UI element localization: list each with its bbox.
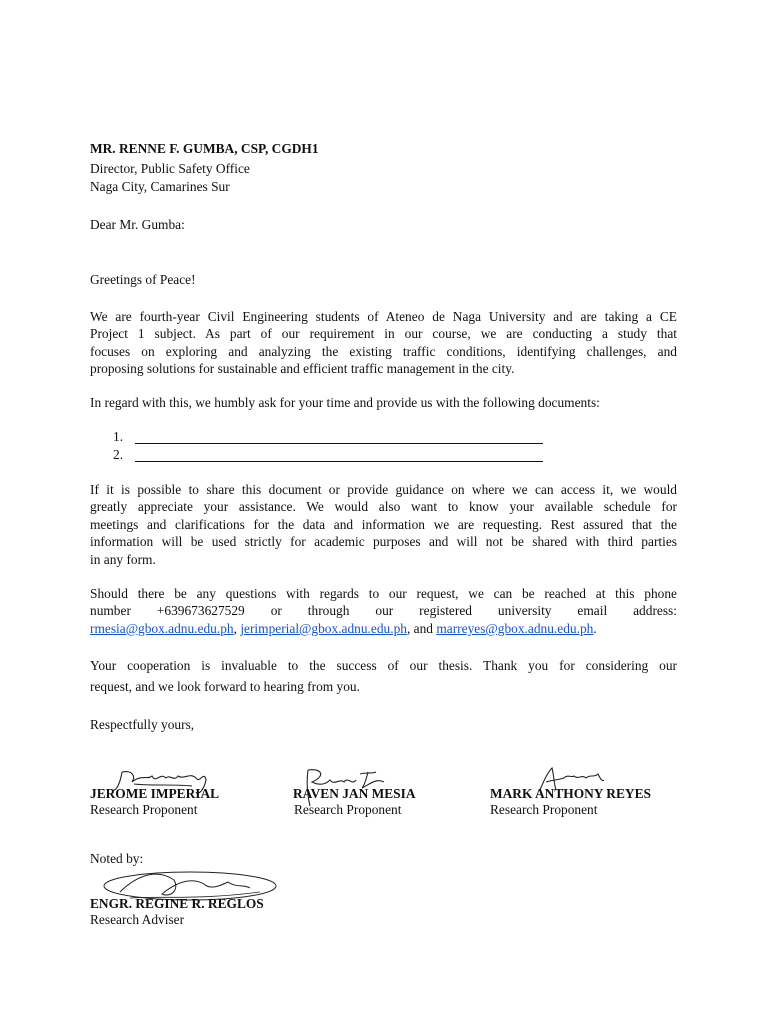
- adviser-name: ENGR. REGINE R. REGLOS: [90, 896, 264, 911]
- salutation: Dear Mr. Gumba:: [90, 217, 185, 232]
- paragraph-access: [90, 481, 677, 568]
- paragraph-line: proposing solutions for sustainable and efficient traffic management in the city.: [90, 361, 515, 377]
- recipient-address: Naga City, Camarines Sur: [90, 179, 230, 194]
- paragraph-thanks: [90, 655, 677, 697]
- email-link-imperial[interactable]: jerimperial@gbox.adnu.edu.ph: [240, 620, 407, 636]
- document-blank-line: [135, 443, 543, 444]
- email-line: [90, 620, 677, 637]
- greeting: Greetings of Peace!: [90, 272, 196, 287]
- paragraph-contact: [90, 585, 677, 637]
- email-link-mesia[interactable]: rmesia@gbox.adnu.edu.ph: [90, 620, 234, 636]
- paragraph-line: greatly appreciate your assistance. We would also want to know your available schedule for: [90, 499, 677, 515]
- signatory-role: Research Proponent: [90, 802, 198, 817]
- email-separator: ,: [233, 620, 241, 636]
- signatory-name: JEROME IMPERIAL: [90, 786, 220, 801]
- signatory-name: MARK ANTHONY REYES: [490, 786, 651, 801]
- email-link-reyes[interactable]: marreyes@gbox.adnu.edu.ph: [436, 620, 594, 636]
- paragraph-line: Should there be any questions with regards to our request, we can be reached at this phone: [90, 586, 677, 601]
- paragraph-intro: [90, 308, 677, 378]
- email-separator: , and: [406, 620, 437, 636]
- noted-by-label: Noted by:: [90, 851, 144, 866]
- recipient-title: Director, Public Safety Office: [90, 161, 250, 176]
- list-number: 2.: [113, 447, 124, 462]
- paragraph-line: information will be used strictly for academic purposes and will not be shared with third parties: [90, 534, 677, 550]
- paragraph-line: request, and we look forward to hearing from you.: [90, 679, 360, 694]
- list-number: 1.: [113, 429, 124, 444]
- recipient-name: MR. RENNE F. GUMBA, CSP, CGDH1: [90, 141, 319, 156]
- document-blank-line: [135, 461, 543, 462]
- paragraph-line: meetings and clarifications for the data and information we are requesting. Rest assured that the: [90, 516, 677, 532]
- paragraph-line: We are fourth-year Civil Engineering students of Ateneo de Naga University and are taking a CE: [90, 309, 677, 324]
- adviser-role: Research Adviser: [90, 912, 185, 927]
- email-end: .: [593, 620, 597, 636]
- closing: Respectfully yours,: [90, 717, 195, 732]
- paragraph-line: in any form.: [90, 551, 156, 567]
- signatory-role: Research Proponent: [294, 802, 402, 817]
- paragraph-line: focuses on exploring and analyzing the existing traffic conditions, identifying challenges, and: [90, 343, 677, 359]
- paragraph-line: number +639673627529 or through our registered university email address:: [90, 603, 677, 619]
- paragraph-line: Project 1 subject. As part of our requirement in our course, we are conducting a study that: [90, 326, 677, 342]
- signatory-role: Research Proponent: [490, 802, 598, 817]
- signatory-name: RAVEN JAN MESIA: [293, 786, 416, 801]
- paragraph-line: If it is possible to share this document or provide guidance on where we can access it, we would: [90, 482, 677, 497]
- paragraph-request: In regard with this, we humbly ask for your time and provide us with the following documents:: [90, 395, 600, 410]
- paragraph-line: Your cooperation is invaluable to the success of our thesis. Thank you for considering our: [90, 658, 677, 673]
